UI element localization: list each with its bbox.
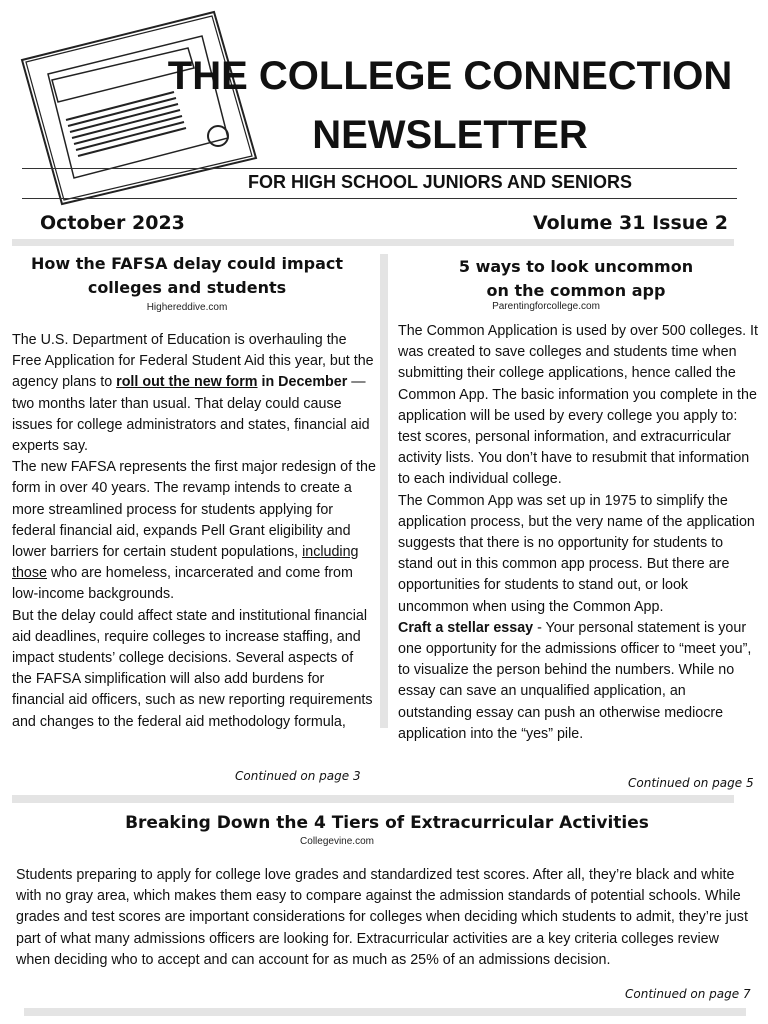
article2-paragraph: Craft a stellar essay - Your personal statement is your one opportunity for the admissions officer to “meet you”, to visualize the person behind the numbers. While no essay can save an unqualified application, an outstanding essay can push an otherwise mediocre application into the “yes” pile. (398, 619, 752, 742)
article2-body (398, 321, 758, 745)
issue-date: October 2023 (40, 212, 185, 234)
article1-source: Highereddive.com (146, 302, 228, 313)
article1-body (12, 330, 376, 733)
article3-paragraph: Students preparing to apply for college love grades and standardized test scores. After all, they’re black and white with no gray area, which makes them easy to compare against the admission standards of potential schools. While grades and test scores are important considerations for colleges when deciding which students to admit, they’re just part of what many admissions officers are looking for. Extracurricular activities are a key criteria colleges review when deciding who to accept and can account for as much as 25% of an admissions decision. (16, 867, 748, 968)
issue-volume: Volume 31 Issue 2 (532, 212, 728, 234)
article2-paragraph: The Common App was set up in 1975 to simplify the application process, but the very name of the application suggests that there is no opportunity for students to stand out in this common app process. But there are opportunities for students to stand out, or look uncommon when using the Common App. (398, 492, 755, 615)
article2-paragraph: The Common Application is used by over 500 colleges. It was created to save colleges and students time when submitting their college applications, hence called the Common App. The basic information you complete in the application will be used by every college you apply to: test scores, personal information, and extracurricular activity lists. You don’t have to resubmit that information to each individual college. (398, 323, 758, 488)
article1-paragraph: The new FAFSA represents the first major redesign of the form in over 40 years. The revamp intends to create a more streamlined process for students applying for federal financial aid, expands Pell Grant eligibility and lower barriers for certain student populations, including those who are homeless, incarcerated and come from low-income backgrounds. (12, 459, 376, 603)
article3-body (16, 865, 756, 971)
article2-headline (398, 255, 754, 303)
masthead-rule-top (22, 168, 737, 169)
article1-link-new-form[interactable]: roll out the new form (116, 374, 258, 391)
section-divider (12, 239, 734, 246)
masthead-rule-bottom (22, 198, 737, 199)
column-divider (380, 254, 388, 728)
article3-source: Collegevine.com (300, 836, 374, 847)
newsletter-title-line1: THE COLLEGE CONNECTION (167, 54, 733, 98)
article2-source: Parentingforcollege.com (492, 301, 600, 312)
article2-headline-line1: 5 ways to look uncommon (458, 257, 694, 276)
newsletter-title-line2: NEWSLETTER (312, 113, 588, 157)
article2-continued: Continued on page 5 (628, 776, 754, 790)
article3-headline: Breaking Down the 4 Tiers of Extracurricular Activities (125, 813, 649, 833)
article1-headline-line2: colleges and students (87, 278, 287, 297)
section-divider (12, 795, 734, 803)
article1-paragraph: The U.S. Department of Education is overhauling the Free Application for Federal Student Aid this year, but the agency plans to roll out the new form in December — two months later than usual. That delay could cause issues for college administrators and states, financial aid experts say. (12, 332, 374, 455)
newsletter-subtitle: FOR HIGH SCHOOL JUNIORS AND SENIORS (247, 172, 633, 192)
section-divider (24, 1008, 746, 1016)
article1-link-including-those[interactable]: including those (12, 544, 359, 582)
article3-continued: Continued on page 7 (625, 987, 751, 1001)
article1-headline (12, 252, 362, 300)
article2-headline-line2: on the common app (486, 281, 666, 300)
article1-continued: Continued on page 3 (235, 769, 361, 783)
article1-headline-line1: How the FAFSA delay could impact (30, 254, 344, 273)
article1-paragraph: But the delay could affect state and institutional financial aid deadlines, require colleges to increase staffing, and impact students’ college decisions. Several aspects of the FAFSA simplification will also add burdens for financial aid officers, such as new reporting requirements and changes to the federal aid methodology formula, (12, 607, 373, 730)
